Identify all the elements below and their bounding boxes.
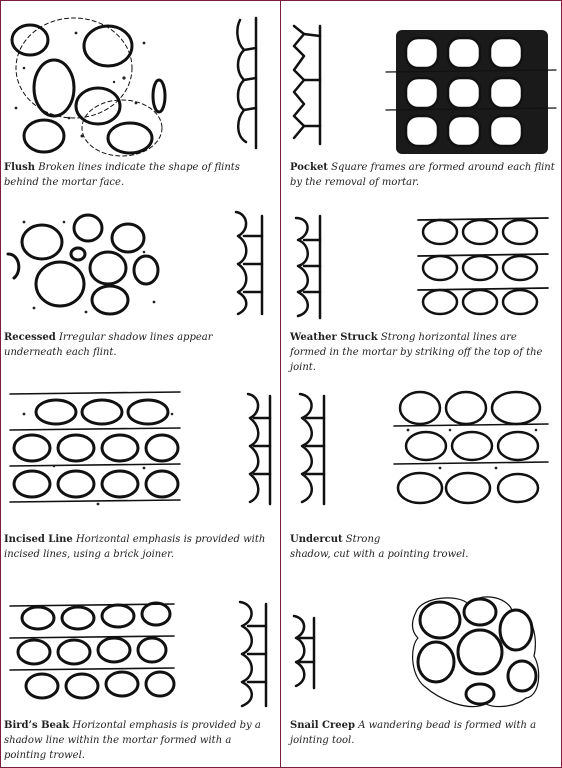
panel-undercut (290, 384, 562, 564)
panel-weather-struck (290, 202, 562, 372)
caption-flush: Flush Broken lines indicate the shape of flints behind the mortar face. (4, 162, 240, 188)
recessed-illustration (4, 202, 276, 327)
panel-birds-beak (4, 590, 276, 760)
caption-incised-line: Incised Line Horizontal emphasis is provided with incised lines, using a brick joiner. (4, 534, 266, 560)
panel-incised-line (4, 384, 276, 564)
weather-struck-illustration (290, 202, 562, 327)
caption-pocket: Pocket Square frames are formed around each flint by the removal of mortar. (290, 162, 555, 188)
caption-undercut: Undercut Strong shadow, cut with a pointing trowel. (290, 534, 469, 560)
panel-snail-creep (290, 590, 562, 760)
undercut-illustration (290, 384, 562, 524)
caption-weather-struck: Weather Struck Strong horizontal lines are formed in the mortar by striking off the top of the joint. (290, 332, 543, 373)
caption-snail-creep: Snail Creep A wandering bead is formed with a jointing tool. (290, 720, 537, 746)
incised-line-illustration (4, 384, 276, 524)
birds-beak-illustration (4, 590, 276, 715)
snail-creep-illustration (290, 590, 562, 715)
flush-illustration (4, 8, 276, 158)
caption-recessed: Recessed Irregular shadow lines appear underneath each flint. (4, 332, 213, 358)
panel-flush (4, 8, 276, 188)
panel-pocket (290, 8, 562, 188)
panel-recessed (4, 202, 276, 372)
caption-birds-beak: Bird’s Beak Horizontal emphasis is provided by a shadow line within the mortar formed with a pointing trowel. (4, 720, 261, 761)
column-divider (280, 0, 281, 768)
pocket-illustration (290, 8, 562, 158)
